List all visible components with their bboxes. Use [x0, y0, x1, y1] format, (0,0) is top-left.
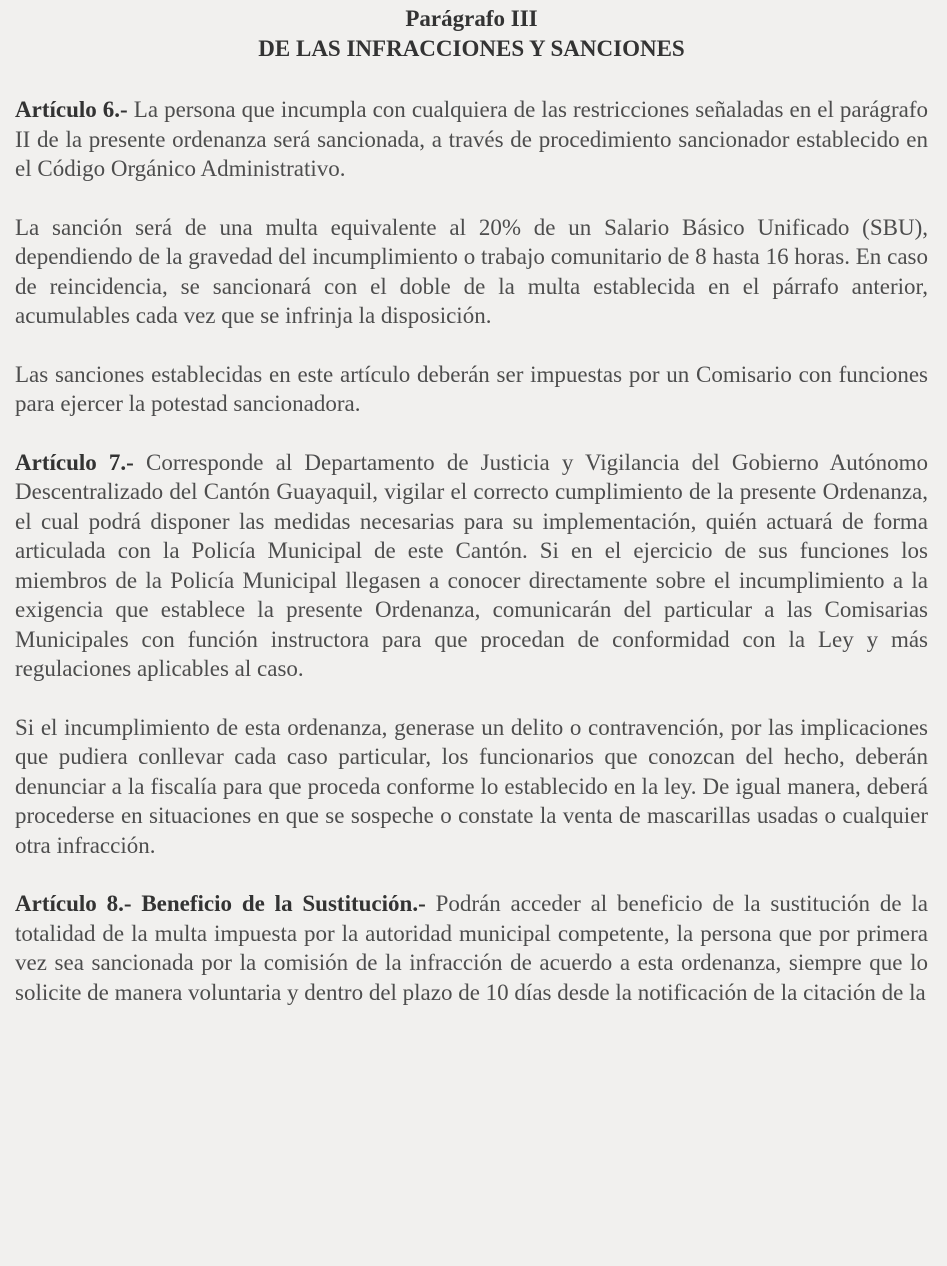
paragraph-text: La persona que incumpla con cualquiera de las restricciones señaladas en el parágrafo II de la presente ordenanza será sancionada, a través de procedimiento sancionador establecido en el Código Orgánico Administrativo.	[15, 97, 928, 181]
paragraph-articulo-8	[15, 889, 928, 1007]
paragraph-lead: Artículo 8.- Beneficio de la Sustitución.-	[15, 891, 426, 916]
paragraph-text: Si el incumplimiento de esta ordenanza, generase un delito o contravención, por las implicaciones que pudiera conllevar cada caso particular, los funcionarios que conozcan del hecho, deberán denunciar a la fiscalía para que proceda conforme lo establecido en la ley. De igual manera, deberá procederse en situaciones en que se sospeche o constate la venta de mascarillas usadas o cualquier otra infracción.	[15, 714, 928, 858]
heading-line-1: Parágrafo III	[405, 6, 538, 31]
paragraph-sanciones-comisario	[15, 360, 928, 419]
paragraph-text: Corresponde al Departamento de Justicia y Vigilancia del Gobierno Autónomo Descentralizado del Cantón Guayaquil, vigilar el correcto cumplimiento de la presente Ordenanza, el cual podrá disponer las medidas necesarias para su implementación, quién actuará de forma articulada con la Policía Municipal de este Cantón. Si en el ejercicio de sus funciones los miembros de la Policía Municipal llegasen a conocer directamente sobre el incumplimiento a la exigencia que establece la presente Ordenanza, comunicarán del particular a las Comisarias Municipales con función instructora para que procedan de conformidad con la Ley y más regulaciones aplicables al caso.	[15, 449, 929, 681]
heading-line-2: DE LAS INFRACCIONES Y SANCIONES	[258, 36, 685, 61]
paragraph-text: La sanción será de una multa equivalente al 20% de un Salario Básico Unificado (SBU), dependiendo de la gravedad del incumplimiento o trabajo comunitario de 8 hasta 16 horas. En caso de reincidencia, se sancionará con el doble de la multa establecida en el párrafo anterior, acumulables cada vez que se infrinja la disposición.	[15, 214, 928, 328]
paragraph-lead: Artículo 6.-	[15, 97, 128, 122]
paragraph-text: Podrán acceder al beneficio de la sustitución de la totalidad de la multa impuesta por la autoridad municipal competente, la persona que por primera vez sea sancionada por la comisión de la infracción de acuerdo a esta ordenanza, siempre que lo solicite de manera voluntaria y dentro del plazo de 10 días desde la notificación de la citación de la	[15, 891, 928, 1005]
paragraph-articulo-7	[15, 448, 928, 684]
paragraph-delito	[15, 713, 928, 861]
section-heading	[15, 4, 928, 64]
paragraph-articulo-6	[15, 95, 928, 184]
paragraph-lead: Artículo 7.-	[15, 449, 134, 475]
paragraph-text: Las sanciones establecidas en este artículo deberán ser impuestas por un Comisario con funciones para ejercer la potestad sancionadora.	[15, 361, 928, 416]
paragraph-sancion	[15, 213, 928, 331]
